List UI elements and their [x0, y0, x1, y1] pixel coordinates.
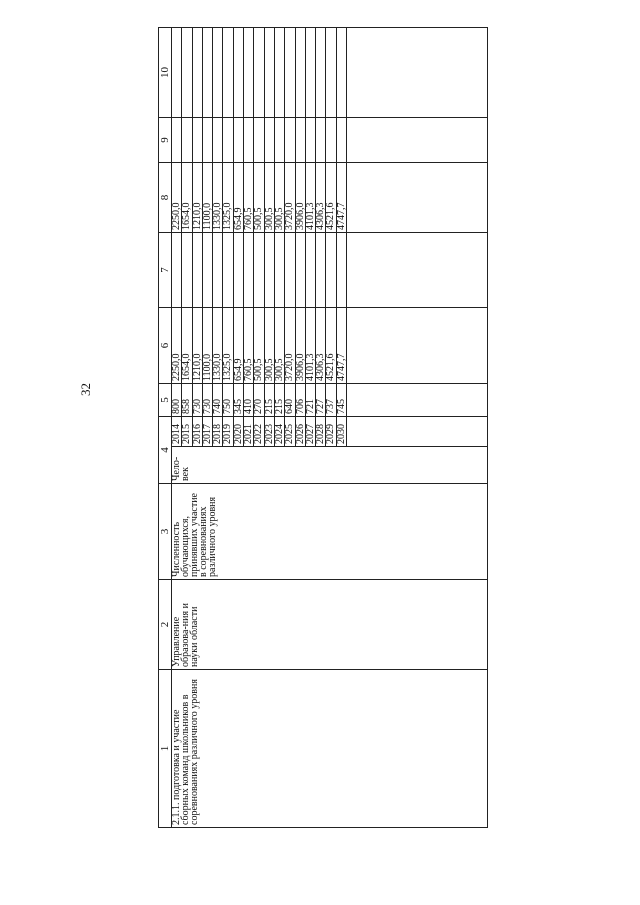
col10-cell — [192, 28, 202, 118]
col10-cell — [285, 28, 295, 118]
col6-cell: 4101,3 — [305, 308, 315, 384]
value-cell: 740 — [213, 384, 223, 417]
year-cell: 2019 — [223, 417, 233, 447]
col6-cell: 4747,7 — [336, 308, 346, 384]
col6-cell: 300,5 — [264, 308, 274, 384]
col9-cell — [223, 118, 233, 163]
col9-cell — [326, 118, 336, 163]
col-number: 7 — [159, 233, 172, 308]
table-row — [172, 28, 182, 828]
col6-cell: 1330,0 — [213, 308, 223, 384]
col9-cell — [274, 118, 284, 163]
col6-cell: 4521,6 — [326, 308, 336, 384]
col8-cell: 1325,0 — [223, 163, 233, 233]
col8-cell: 4101,3 — [305, 163, 315, 233]
indicator: Численность обучающихся, принявших участие в соревнованиях различного уровня — [172, 484, 488, 580]
col10-cell — [213, 28, 223, 118]
col8-cell: 4521,6 — [326, 163, 336, 233]
year-cell: 2024 — [274, 417, 284, 447]
program-table — [158, 27, 488, 828]
col8-cell: 3906,0 — [295, 163, 305, 233]
col10-cell — [336, 28, 346, 118]
col8-cell: 654,9 — [233, 163, 243, 233]
col10-cell — [182, 28, 192, 118]
col7-cell — [213, 233, 223, 308]
empty-cell — [347, 233, 488, 308]
col7-cell — [192, 233, 202, 308]
col8-cell: 760,5 — [244, 163, 254, 233]
value-cell: 270 — [254, 384, 264, 417]
col8-cell: 4306,3 — [316, 163, 326, 233]
year-cell: 2014 — [172, 417, 182, 447]
col6-cell: 3906,0 — [295, 308, 305, 384]
value-cell: 800 — [172, 384, 182, 417]
col7-cell — [264, 233, 274, 308]
col9-cell — [316, 118, 326, 163]
year-cell: 2026 — [295, 417, 305, 447]
col8-cell: 300,5 — [274, 163, 284, 233]
col6-cell: 1654,0 — [182, 308, 192, 384]
col8-cell: 1100,0 — [202, 163, 212, 233]
year-cell: 2020 — [233, 417, 243, 447]
rotated-table-container — [158, 28, 636, 828]
col8-cell: 1330,0 — [213, 163, 223, 233]
col7-cell — [244, 233, 254, 308]
col-number: 3 — [159, 484, 172, 580]
col10-cell — [305, 28, 315, 118]
col7-cell — [316, 233, 326, 308]
col10-cell — [326, 28, 336, 118]
column-number-row — [159, 28, 172, 828]
value-cell: 640 — [285, 384, 295, 417]
col-number: 2 — [159, 580, 172, 670]
value-cell: 750 — [223, 384, 233, 417]
year-cell: 2023 — [264, 417, 274, 447]
col7-cell — [285, 233, 295, 308]
col10-cell — [172, 28, 182, 118]
year-cell: 2029 — [326, 417, 336, 447]
empty-cell — [347, 28, 488, 118]
col10-cell — [316, 28, 326, 118]
col8-cell: 300,5 — [264, 163, 274, 233]
col6-cell: 1210,0 — [192, 308, 202, 384]
col9-cell — [254, 118, 264, 163]
col10-cell — [295, 28, 305, 118]
col7-cell — [223, 233, 233, 308]
col10-cell — [254, 28, 264, 118]
col10-cell — [223, 28, 233, 118]
col10-cell — [244, 28, 254, 118]
col6-cell: 4306,3 — [316, 308, 326, 384]
year-cell: 2028 — [316, 417, 326, 447]
value-cell: 730 — [202, 384, 212, 417]
col7-cell — [254, 233, 264, 308]
col7-cell — [202, 233, 212, 308]
empty-cell — [347, 308, 488, 384]
col7-cell — [274, 233, 284, 308]
col8-cell: 4747,7 — [336, 163, 346, 233]
col7-cell — [172, 233, 182, 308]
col9-cell — [182, 118, 192, 163]
empty-cell — [347, 118, 488, 163]
value-cell: 215 — [274, 384, 284, 417]
value-cell: 706 — [295, 384, 305, 417]
col6-cell: 760,5 — [244, 308, 254, 384]
empty-cell — [347, 163, 488, 233]
col9-cell — [305, 118, 315, 163]
col-number: 4 — [159, 417, 172, 484]
col6-cell: 2250,0 — [172, 308, 182, 384]
col6-cell: 300,5 — [274, 308, 284, 384]
page-number: 32 — [78, 383, 93, 396]
value-cell: 727 — [316, 384, 326, 417]
value-cell: 737 — [326, 384, 336, 417]
col7-cell — [295, 233, 305, 308]
col10-cell — [202, 28, 212, 118]
col10-cell — [274, 28, 284, 118]
col6-cell: 500,5 — [254, 308, 264, 384]
col8-cell: 2250,0 — [172, 163, 182, 233]
col8-cell: 3720,0 — [285, 163, 295, 233]
value-cell: 745 — [336, 384, 346, 417]
col8-cell: 1210,0 — [192, 163, 202, 233]
col6-cell: 1100,0 — [202, 308, 212, 384]
col8-cell: 1654,0 — [182, 163, 192, 233]
col10-cell — [264, 28, 274, 118]
col9-cell — [264, 118, 274, 163]
year-cell: 2021 — [244, 417, 254, 447]
col-number: 6 — [159, 308, 172, 384]
col9-cell — [244, 118, 254, 163]
col9-cell — [202, 118, 212, 163]
value-cell: 345 — [233, 384, 243, 417]
col9-cell — [233, 118, 243, 163]
year-cell: 2017 — [202, 417, 212, 447]
year-cell: 2016 — [192, 417, 202, 447]
value-cell: 721 — [305, 384, 315, 417]
value-cell: 730 — [192, 384, 202, 417]
year-cell: 2025 — [285, 417, 295, 447]
year-cell: 2030 — [336, 417, 346, 447]
unit: Чело-век — [172, 447, 488, 484]
col6-cell: 654,9 — [233, 308, 243, 384]
col7-cell — [233, 233, 243, 308]
col8-cell: 500,5 — [254, 163, 264, 233]
col-number: 8 — [159, 163, 172, 233]
col7-cell — [326, 233, 336, 308]
col-number: 1 — [159, 670, 172, 828]
col9-cell — [213, 118, 223, 163]
col6-cell: 3720,0 — [285, 308, 295, 384]
year-cell: 2015 — [182, 417, 192, 447]
col10-cell — [233, 28, 243, 118]
col-number: 10 — [159, 28, 172, 118]
col-number: 5 — [159, 384, 172, 417]
value-cell: 858 — [182, 384, 192, 417]
executor: Управление образова-ния и науки области — [172, 580, 488, 670]
col-number: 9 — [159, 118, 172, 163]
year-cell: 2027 — [305, 417, 315, 447]
empty-cell — [347, 384, 488, 417]
year-cell: 2018 — [213, 417, 223, 447]
col9-cell — [295, 118, 305, 163]
value-cell: 410 — [244, 384, 254, 417]
year-cell: 2022 — [254, 417, 264, 447]
col9-cell — [285, 118, 295, 163]
empty-cell — [347, 417, 488, 447]
measure-name: 2.1.1. подготовка и участие сборных команд школьников в соревнованиях различного уровня — [172, 670, 488, 828]
col7-cell — [182, 233, 192, 308]
col9-cell — [336, 118, 346, 163]
col9-cell — [192, 118, 202, 163]
col7-cell — [305, 233, 315, 308]
col7-cell — [336, 233, 346, 308]
value-cell: 215 — [264, 384, 274, 417]
col9-cell — [172, 118, 182, 163]
col6-cell: 1325,0 — [223, 308, 233, 384]
